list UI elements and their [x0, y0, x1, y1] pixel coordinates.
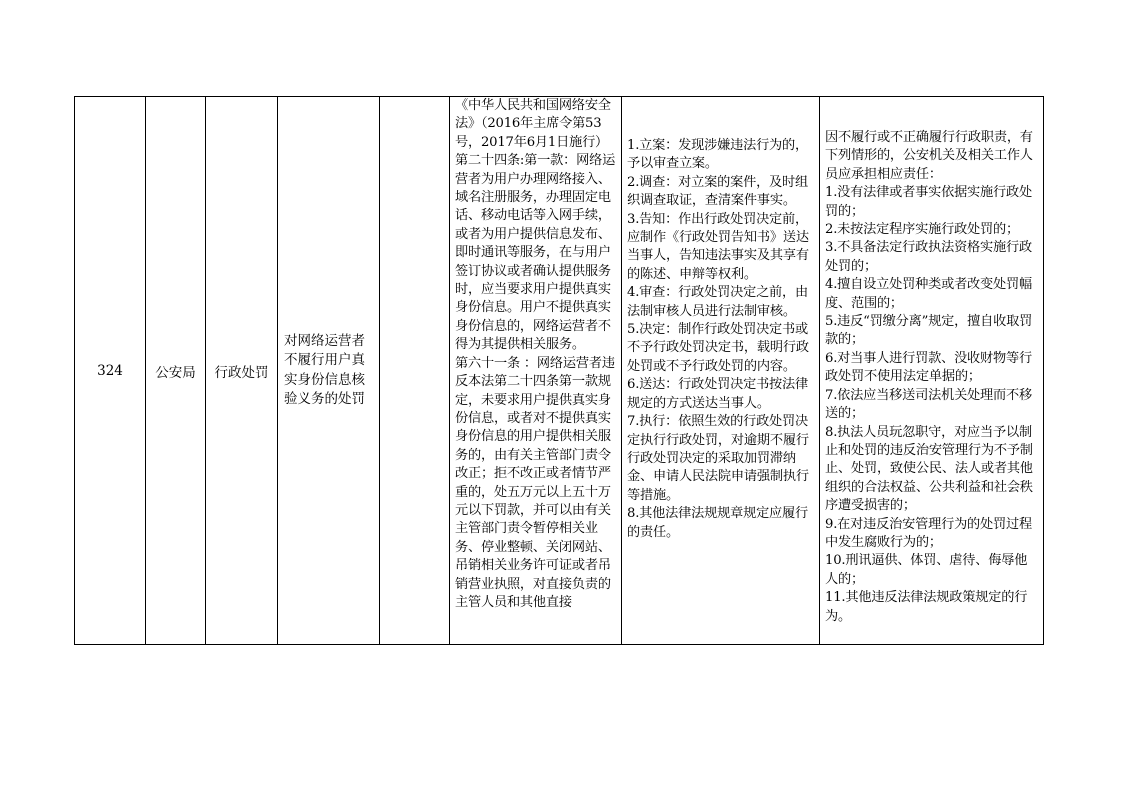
cell-department — [146, 97, 206, 644]
legal-basis-text: 《中华人民共和国网络安全法》（2016年主席令第53号，2017年6月1日施行）第二十四条:第一款：网络运营者为用户办理网络接入、域名注册服务，办理固定电话、移动电话等入网手续，或者为用户提供信息发布、即时通讯等服务，在与用户签订协议或者确认提供服务时，应当要求用户提供真实身份信息。用户不提供真实身份信息的，网络运营者不得为其提供相关服务。 第六十一条 ：网络运营者违反本法第二十四条第一款规定，未要求用户提供真实身份信息，或者对不提供真实身份信息的用户提供相关服务的，由有关主管部门责令改正；拒不改正或者情节严重的，处五万元以上五十万元以下罚款，并可以由有关主管部门责令暂停相关业务、停业整顿、关闭网站、吊销相关业务许可证或者吊销营业执照，对直接负责的主管人员和其他直接 — [455, 98, 616, 610]
liability-text: 因不履行或不正确履行行政职责，有下列情形的，公安机关及相关工作人员应承担相应责任： 1.没有法律或者事实依据实施行政处罚的； 2.未按法定程序实施行政处罚的； 3.不具备法定行政执法资格实施行政处罚的； 4.擅自设立处罚种类或者改变处罚幅度、范围的； 5.违反“罚缴分离”规定，擅自收取罚款的； 6.对当事人进行罚款、没收财物等行政处罚不使用法定单据的； 7.依法应当移送司法机关处理而不移送的； 8.执法人员玩忽职守，对应当予以制止和处罚的违反治安管理行为不予制止、处罚，致使公民、法人或者其他组织的合法权益、公共利益和社会秩序遭受损害的； 9.在对违反治安管理行为的处罚过程中发生腐败行为的； 10.刑讯逼供、体罚、虐待、侮辱他人的； 11.其他违反法律法规政策规定的行为。 — [825, 130, 1033, 624]
cell-process — [622, 97, 820, 644]
item-name-label: 对网络运营者不履行用户真实身份信息核验义务的处罚 — [284, 332, 365, 407]
row-number: 324 — [97, 362, 123, 379]
department-text: 公安局 — [155, 364, 196, 381]
cell-liability — [820, 97, 1043, 644]
cell-item-name — [278, 97, 380, 644]
cell-legal-basis — [450, 97, 622, 644]
item-name-text — [278, 97, 379, 644]
extra-text — [380, 97, 449, 644]
cell-number — [75, 97, 146, 644]
cell-category — [206, 97, 278, 644]
category-text: 行政处罚 — [214, 364, 269, 381]
cell-extra — [380, 97, 450, 644]
process-text: 1.立案：发现涉嫌违法行为的，予以审查立案。 2.调查：对立案的案件，及时组织调查取证，查清案件事实。 3.告知：作出行政处罚决定前，应制作《行政处罚告知书》送达当事人，告知违法事实及其享有的陈述、申辩等权利。 4.审查：行政处罚决定之前，由法制审核人员进行法制审核。 5.决定：制作行政处罚决定书或不予行政处罚决定书，载明行政处罚或不予行政处罚的内容。 6.送达：行政处罚决定书按法律规定的方式送达当事人。 7.执行：依照生效的行政处罚决定执行行政处罚，对逾期不履行行政处罚决定的采取加罚滞纳金、申请人民法院申请强制执行等措施。 8.其他法律法规规章规定应履行的责任。 — [627, 138, 809, 540]
table-row — [74, 96, 1044, 645]
